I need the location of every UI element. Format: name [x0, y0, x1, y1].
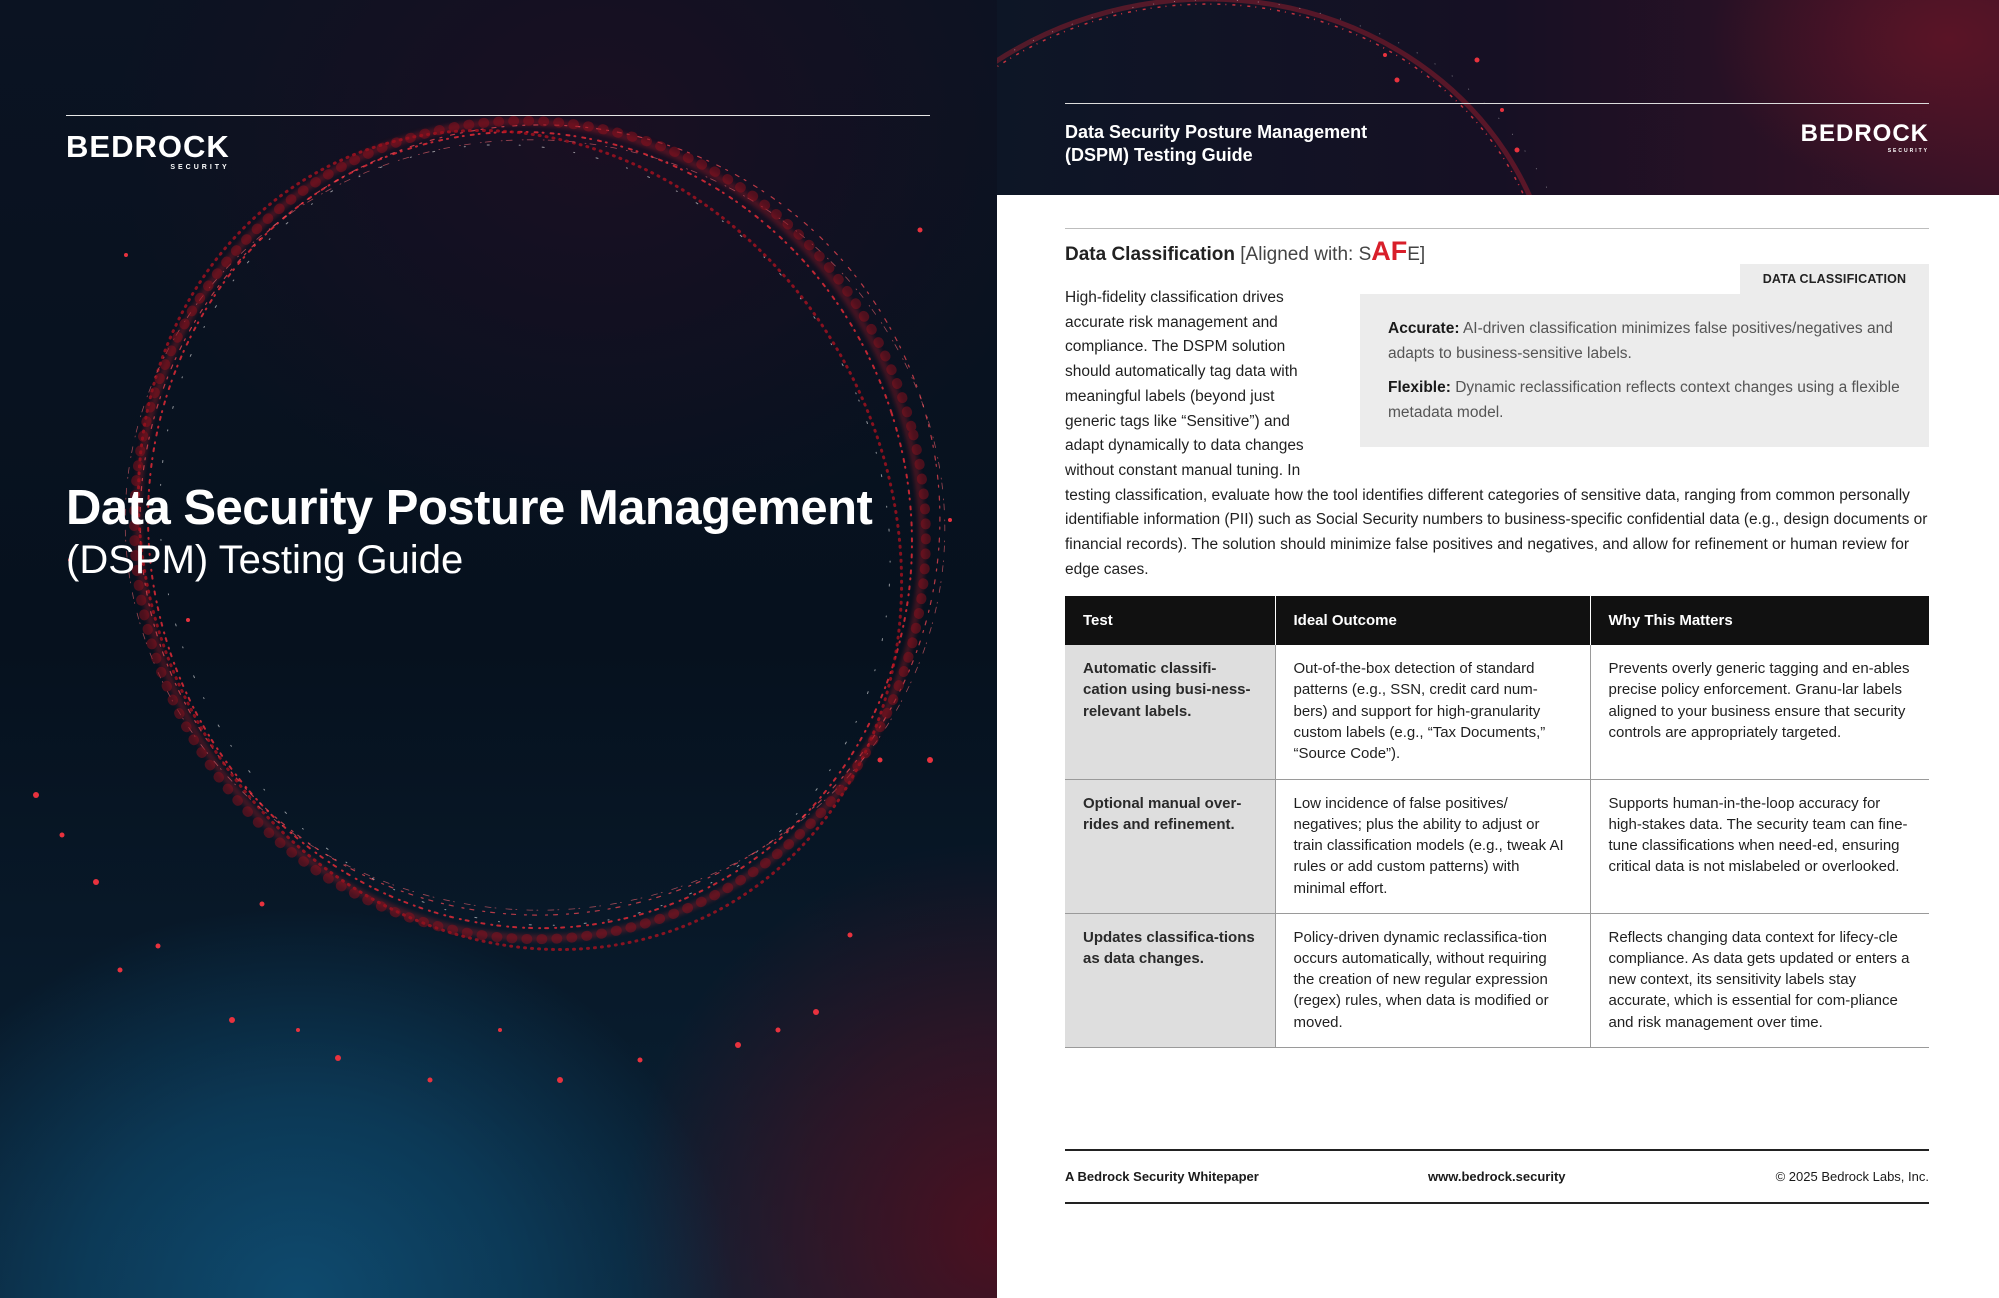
header-test: Test	[1065, 596, 1275, 645]
intro-line: without constant manual tuning. In	[1065, 461, 1301, 479]
header-why-this-matters: Why This Matters	[1590, 596, 1929, 645]
cell-outcome: Policy-driven dynamic reclassifica-tion occurs automatically, without requiring the creation of new regular expression (regex) rules, when data is modified or moved.	[1275, 913, 1590, 1047]
table-row	[1065, 913, 1929, 1047]
cell-test: Optional manual over-rides and refinement.	[1065, 779, 1275, 913]
test-table	[1065, 596, 1929, 1048]
intro-line: should automatically tag data with	[1065, 363, 1298, 381]
header-title-line1: Data Security Posture Management	[1065, 122, 1368, 142]
header-logo	[1801, 122, 1929, 154]
bedrock-logo	[66, 131, 230, 171]
section-title: Data Classification	[1065, 244, 1235, 265]
header-title-line2: (DSPM) Testing Guide	[1065, 145, 1253, 165]
footer-whitepaper-label: A Bedrock Security Whitepaper	[1065, 1169, 1259, 1184]
callout-text: Dynamic reclassification reflects context changes using a flexible metadata model.	[1388, 379, 1900, 421]
footer-copyright: © 2025 Bedrock Labs, Inc.	[1775, 1169, 1929, 1184]
header-rule	[1065, 103, 1929, 104]
header-title	[1065, 121, 1367, 167]
callout-label: Flexible:	[1388, 379, 1451, 396]
cell-why: Reflects changing data context for lifecy-cle compliance. As data gets updated or enters a new context, its sensitivity labels stay accurate, which is essential for com-pliance and risk management over time.	[1590, 913, 1929, 1047]
footer-website-link[interactable]: www.bedrock.security	[1428, 1169, 1566, 1184]
header-ideal-outcome: Ideal Outcome	[1275, 596, 1590, 645]
cell-test: Updates classifica-tions as data changes.	[1065, 913, 1275, 1047]
cover-page	[0, 0, 997, 1298]
callout-tab: DATA CLASSIFICATION	[1740, 264, 1929, 294]
intro-paragraph	[1065, 286, 1929, 582]
table-row	[1065, 645, 1929, 779]
intro-line: compliance. The DSPM solution	[1065, 338, 1286, 356]
section-content	[1065, 228, 1929, 1031]
intro-line: adapt dynamically to data changes	[1065, 437, 1304, 455]
cell-why: Supports human-in-the-loop accuracy for high-stakes data. The security team can fine-tune classifications when need-ed, ensuring critical data is not mislabeled or overlooked.	[1590, 779, 1929, 913]
cover-title-line2: (DSPM) Testing Guide	[66, 537, 464, 582]
content-page	[997, 0, 1999, 1298]
cover-title	[66, 482, 872, 582]
cover-rule	[66, 115, 930, 116]
cell-why: Prevents overly generic tagging and en-ables precise policy enforcement. Granu-lar labels aligned to your business ensure that security controls are appropriately targeted.	[1590, 645, 1929, 779]
cell-test: Automatic classifi-cation using busi-ness-relevant labels.	[1065, 645, 1275, 779]
page-footer	[1065, 1149, 1929, 1204]
callout-text: AI-driven classification minimizes false positives/negatives and adapts to business-sensitive labels.	[1388, 320, 1893, 362]
aligned-highlight: AF	[1371, 236, 1408, 266]
page-header-band	[997, 0, 1999, 195]
logo-subtext: SECURITY	[170, 164, 230, 171]
intro-line: meaningful labels (beyond just	[1065, 387, 1275, 405]
intro-narrow-lines	[1065, 286, 1335, 484]
intro-line: accurate risk management and	[1065, 313, 1278, 331]
table-row	[1065, 779, 1929, 913]
header-logo-wordmark: BEDROCK	[1800, 120, 1929, 147]
section-heading	[1065, 236, 1929, 267]
logo-wordmark: BEDROCK	[66, 129, 230, 164]
callout-label: Accurate:	[1388, 320, 1460, 337]
cover-title-line1: Data Security Posture Management	[66, 481, 873, 535]
cell-outcome: Low incidence of false positives/ negatives; plus the ability to adjust or train classification models (e.g., tweak AI rules or add custom patterns) with minimal effort.	[1275, 779, 1590, 913]
intro-line: High-fidelity classification drives	[1065, 289, 1284, 306]
particle-ring-graphic	[0, 0, 997, 1298]
section-rule	[1065, 228, 1929, 229]
intro-rest: testing classification, evaluate how the tool identifies different categories of sensitive data, ranging from common personally identifiable information (PII) such as Social Security numbers to business-specific confidential data (e.g., design documents or financial records). The solution should minimize false positives and negatives, and allow for refinement or human review for edge cases.	[1065, 486, 1928, 578]
cell-outcome: Out-of-the-box detection of standard patterns (e.g., SSN, credit card num-bers) and support for high-granularity custom labels (e.g., “Tax Documents,” “Source Code”).	[1275, 645, 1590, 779]
table-header-row	[1065, 596, 1929, 645]
aligned-suffix: E]	[1407, 244, 1426, 265]
aligned-prefix: [Aligned with: S	[1235, 244, 1372, 265]
intro-line: generic tags like “Sensitive”) and	[1065, 412, 1290, 430]
header-logo-subtext: SECURITY	[1887, 148, 1929, 154]
